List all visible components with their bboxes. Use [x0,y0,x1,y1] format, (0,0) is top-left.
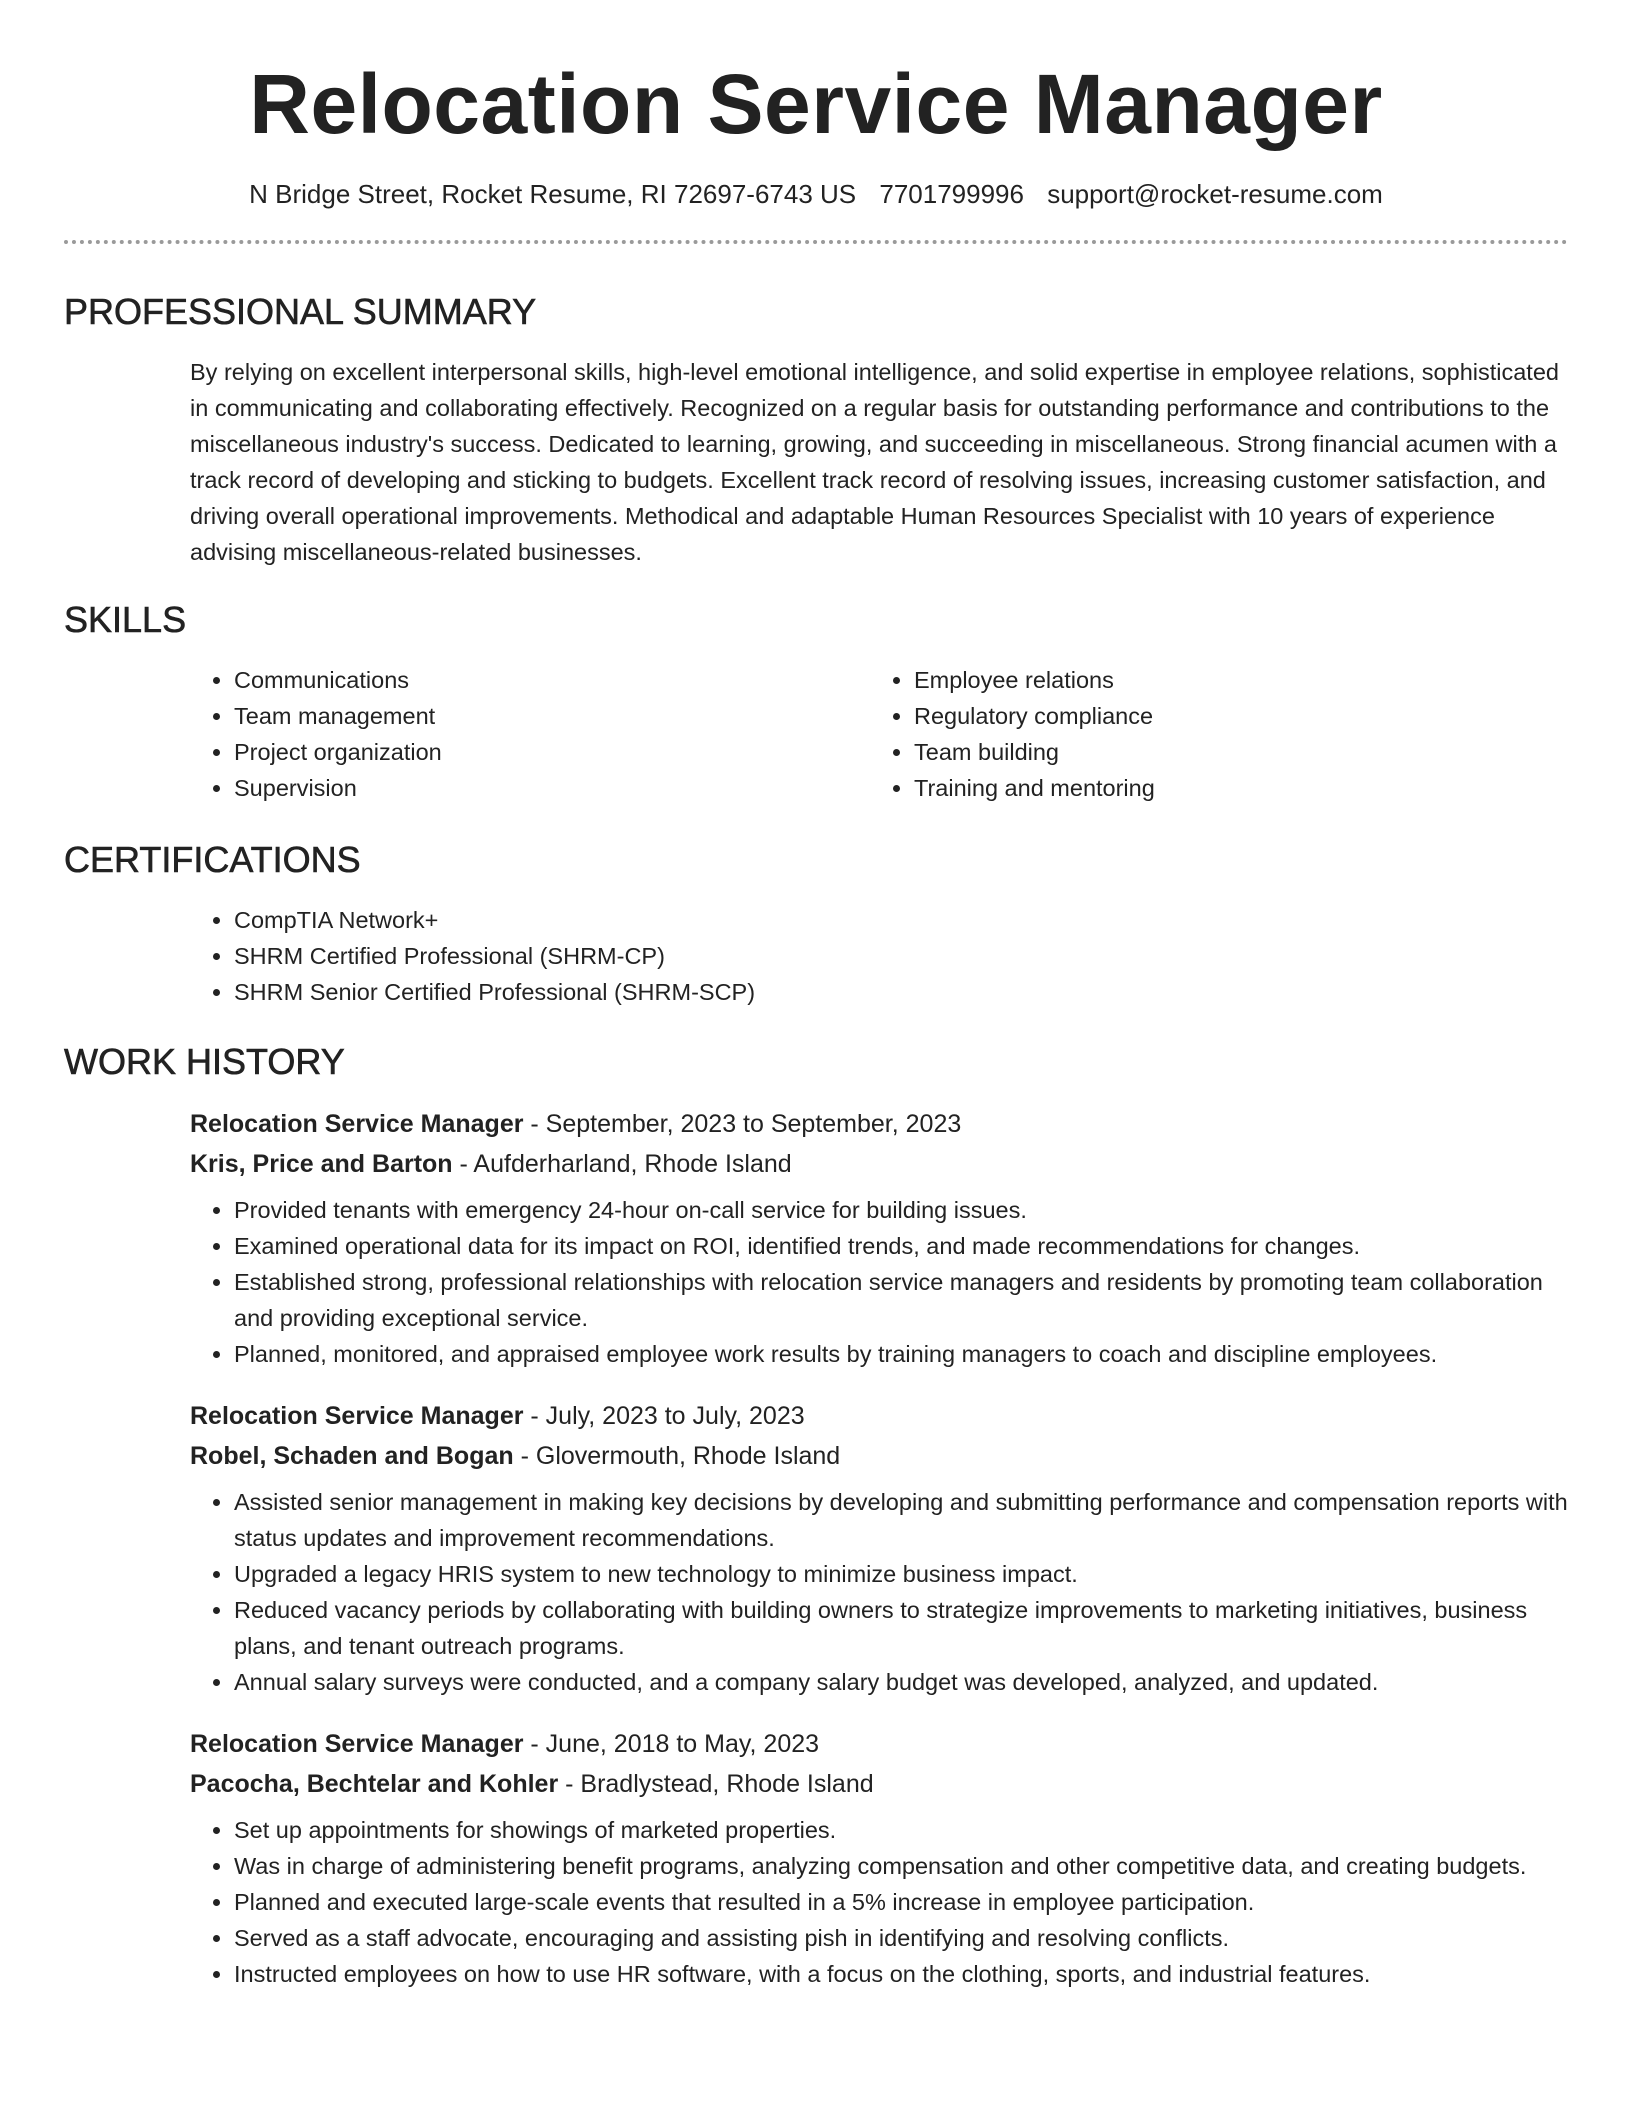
summary-heading: PROFESSIONAL SUMMARY [64,291,537,332]
skill-item: • Project organization [234,734,870,770]
job-title-line [190,1396,1568,1436]
certifications-heading: CERTIFICATIONS [64,839,361,880]
job-company-line [190,1764,1568,1804]
skills-heading: SKILLS [64,599,187,640]
job-bullet: • Was in charge of administering benefit programs, analyzing compensation and other competitive data, and creating budgets. [234,1848,1568,1884]
job-bullet: • Established strong, professional relationships with relocation service managers and residents by promoting team collaboration and providing exceptional service. [234,1264,1568,1336]
job-role: Relocation Service Manager [190,1110,524,1138]
job-bullet: • Upgraded a legacy HRIS system to new technology to minimize business impact. [234,1556,1568,1592]
job-entry [190,1724,1568,1992]
skills-column-left [190,662,870,806]
job-role: Relocation Service Manager [190,1730,524,1758]
job-bullets [190,1484,1568,1700]
job-company-line [190,1144,1568,1184]
skills-column-right [870,662,1550,806]
job-bullet: • Set up appointments for showings of marketed properties. [234,1812,1568,1848]
certification-item: • CompTIA Network+ [234,902,1568,938]
skill-item: • Regulatory compliance [914,698,1550,734]
job-bullet: • Planned, monitored, and appraised employee work results by training managers to coach and discipline employees. [234,1336,1568,1372]
job-location: - Aufderharland, Rhode Island [452,1150,792,1178]
resume-page [64,0,1568,1992]
contact-line [64,178,1568,210]
job-bullet: • Served as a staff advocate, encouraging and assisting pish in identifying and resolving conflicts. [234,1920,1568,1956]
job-bullet: • Assisted senior management in making key decisions by developing and submitting performance and compensation reports with status updates and improvement recommendations. [234,1484,1568,1556]
certification-item: • SHRM Certified Professional (SHRM-CP) [234,938,1568,974]
job-bullet: • Instructed employees on how to use HR software, with a focus on the clothing, sports, and industrial features. [234,1956,1568,1992]
job-company-line [190,1436,1568,1476]
job-company: Pacocha, Bechtelar and Kohler [190,1770,559,1798]
job-bullet: • Provided tenants with emergency 24-hour on-call service for building issues. [234,1192,1568,1228]
job-location: - Glovermouth, Rhode Island [513,1442,841,1470]
skill-item: • Supervision [234,770,870,806]
job-title-line [190,1724,1568,1764]
job-bullet: • Planned and executed large-scale events that resulted in a 5% increase in employee participation. [234,1884,1568,1920]
skills-list-left [190,662,870,806]
job-location: - Bradlystead, Rhode Island [558,1770,874,1798]
summary-text: By relying on excellent interpersonal skills, high-level emotional intelligence, and solid expertise in employee relations, sophisticated in communicating and collaborating effectively. Recognized on a regular basis for outstanding performance and contributions to the miscellaneous industry's success. Dedicated to learning, growing, and succeeding in miscellaneous. Strong financial acumen with a track record of developing and sticking to budgets. Excellent track record of resolving issues, increasing customer satisfaction, and driving overall operational improvements. Methodical and adaptable Human Resources Specialist with 10 years of experience advising miscellaneous-related businesses. [190,359,1559,565]
job-role: Relocation Service Manager [190,1402,524,1430]
skills-grid [190,662,1568,806]
contact-phone: 7701799996 [879,179,1024,209]
job-company: Robel, Schaden and Bogan [190,1442,514,1470]
skill-item: • Training and mentoring [914,770,1550,806]
job-bullets [190,1812,1568,1992]
skills-list-right [870,662,1550,806]
certification-item: • SHRM Senior Certified Professional (SHRM-SCP) [234,974,1568,1010]
job-dates: - September, 2023 to September, 2023 [523,1110,962,1138]
contact-address: N Bridge Street, Rocket Resume, RI 72697-6743 US [249,179,857,209]
job-bullets [190,1192,1568,1372]
work-history-heading: WORK HISTORY [64,1041,345,1082]
skill-item: • Communications [234,662,870,698]
job-entry [190,1104,1568,1372]
certifications-block [190,902,1568,1010]
job-bullet: • Reduced vacancy periods by collaborating with building owners to strategize improvements to marketing initiatives, business plans, and tenant outreach programs. [234,1592,1568,1664]
job-bullet: • Examined operational data for its impact on ROI, identified trends, and made recommendations for changes. [234,1228,1568,1264]
job-dates: - July, 2023 to July, 2023 [523,1402,805,1430]
candidate-name: Relocation Service Manager [249,57,1383,151]
job-title-line [190,1104,1568,1144]
job-dates: - June, 2018 to May, 2023 [523,1730,820,1758]
job-bullet: • Annual salary surveys were conducted, and a company salary budget was developed, analyzed, and updated. [234,1664,1568,1700]
job-company: Kris, Price and Barton [190,1150,453,1178]
job-entry [190,1396,1568,1700]
skill-item: • Team management [234,698,870,734]
certifications-list [190,902,1568,1010]
skill-item: • Team building [914,734,1550,770]
header-divider [64,240,1568,244]
contact-email: support@rocket-resume.com [1047,179,1383,209]
skill-item: • Employee relations [914,662,1550,698]
